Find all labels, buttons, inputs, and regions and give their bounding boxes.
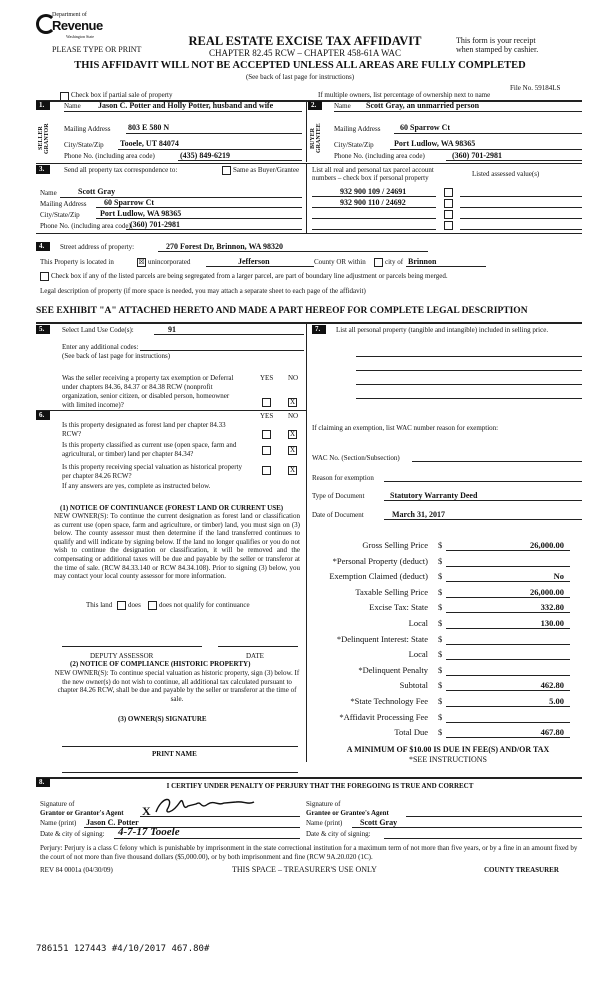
seller-name-label: Name: [64, 102, 81, 110]
multiple-owners-note: If multiple owners, list percentage of ownership next to name: [318, 91, 491, 99]
county-or-within-label: County OR within: [314, 258, 366, 266]
grantor-sig-label-1: Signature of: [40, 800, 75, 808]
grantee-date-label: Date & city of signing:: [306, 830, 371, 838]
treasurer-space-label: THIS SPACE – TREASURER'S USE ONLY: [232, 865, 377, 874]
wac-number-label: WAC No. (Section/Subsection): [312, 454, 400, 462]
document-type: Statutory Warranty Deed: [390, 491, 478, 500]
current-use-question: Is this property classified as current use (open space, farm and agricultural, or timber) land per chapter 84.34?: [62, 441, 237, 458]
city-checkbox[interactable]: [374, 258, 383, 267]
seller-addr-label: Mailing Address: [64, 125, 111, 133]
tax-row-currency: $: [438, 680, 443, 691]
section4-number: 4.: [36, 242, 50, 251]
grantee-name-label: Name (print): [306, 819, 343, 827]
tax-row-label: *Delinquent Interest: State: [336, 633, 428, 644]
additional-codes-note: (See back of last page for instructions): [62, 352, 171, 360]
section8-number: 8.: [36, 778, 50, 787]
buyer-phone-label: Phone No. (including area code): [334, 152, 425, 160]
tax-row-value: 332.80: [540, 602, 564, 613]
seller-city-label: City/State/Zip: [64, 141, 104, 149]
tax-row-currency: $: [438, 727, 443, 738]
tax-row-currency: $: [438, 633, 443, 644]
buyer-city-label: City/State/Zip: [334, 141, 374, 149]
notice-compliance-title: (2) NOTICE OF COMPLIANCE (HISTORIC PROPERTY): [70, 660, 251, 668]
land-does-not-checkbox[interactable]: [148, 601, 157, 610]
certify-statement: I CERTIFY UNDER PENALTY OF PERJURY THAT THE FOREGOING IS TRUE AND CORRECT: [166, 782, 474, 790]
street-address: 270 Forest Dr, Brinnon, WA 98320: [166, 242, 283, 251]
city-of-label: city of: [385, 258, 404, 266]
form-revision: REV 84 0001a (04/30/09): [40, 866, 113, 874]
land-use-code: 91: [168, 325, 176, 334]
notice-continuance-title: (1) NOTICE OF CONTINUANCE (FOREST LAND OR CURRENT USE): [60, 504, 284, 512]
tax-row-currency: $: [438, 618, 443, 628]
tax-row-currency: $: [438, 571, 443, 582]
grantee-sig-label-2: Grantee or Grantee's Agent: [306, 809, 389, 817]
perjury-notice: Perjury: Perjury is a class C felony which is punishable by imprisonment in the state correctional institution for a maximum term of not more than five years, or by a fine in an amount fixed by the court of not more than five thousand dollars ($5,000.00), or by both imprisonment and fine (RCW 9A.20.020 (1C).: [40, 844, 578, 861]
tax-row-value: 5.00: [549, 696, 564, 706]
exemption-no-checkbox[interactable]: X: [289, 398, 296, 406]
tax-row-currency: $: [438, 586, 443, 597]
buyer-side-label: BUYER GRANTEE: [310, 123, 322, 154]
exemption-reason-label: Reason for exemption: [312, 474, 374, 482]
property-city: Brinnon: [408, 257, 437, 266]
buyer-addr-label: Mailing Address: [334, 125, 381, 133]
tax-row-label: Subtotal: [399, 680, 428, 691]
corr-name: Scott Gray: [78, 187, 116, 196]
current-use-yes-checkbox[interactable]: [262, 446, 271, 455]
exemption-yes-checkbox[interactable]: [262, 398, 271, 407]
logo-sub-text: Washington State: [66, 34, 95, 39]
personal-property-label: List all personal property (tangible and intangible) included in selling price.: [336, 326, 549, 334]
unincorporated-label: unincorporated: [148, 258, 191, 266]
print-name-label: PRINT NAME: [152, 750, 197, 758]
document-date-label: Date of Document: [312, 511, 364, 519]
seller-phone-label: Phone No. (including area code): [64, 152, 155, 160]
corr-address: 60 Sparrow Ct: [104, 198, 155, 207]
located-label: This Property is located in: [40, 258, 114, 266]
corr-city: Port Ludlow, WA 98365: [100, 209, 182, 218]
tax-row-label: Exemption Claimed (deduct): [329, 571, 428, 582]
land-qualify-label: This land: [86, 601, 113, 609]
minimum-fee-note: A MINIMUM OF $10.00 IS DUE IN FEE(S) AND/OR TAX: [346, 745, 550, 754]
logo-top-text: Department of: [52, 12, 87, 18]
notice-compliance-body: NEW OWNER(S): To continue special valuation as historic property, sign (3) below. If the new owner(s) do not wish to continue, all additional tax calculated pursuant to chapter 84.26 RCW, shall be due and payable by the seller or transferor at the time of sale.: [54, 669, 300, 703]
forest-land-question: Is this property designated as forest land per chapter 84.33 RCW?: [62, 421, 226, 438]
tax-row-label: *State Technology Fee: [350, 696, 428, 706]
buyer-address: 60 Sparrow Ct: [400, 123, 451, 132]
corr-addr-label: Mailing Address: [40, 200, 87, 208]
tax-row-currency: $: [438, 555, 443, 566]
tax-row-currency: $: [438, 649, 443, 660]
unincorporated-checkbox[interactable]: ☒: [138, 258, 145, 266]
correspondence-label: Send all property tax correspondence to:: [64, 166, 178, 174]
parcel-number-2: 932 900 110 / 24692: [340, 198, 406, 207]
tax-row-value: 462.80: [540, 680, 564, 691]
grantor-signature: [152, 794, 272, 816]
same-as-buyer-checkbox[interactable]: [222, 166, 231, 175]
section5-number: 5.: [36, 325, 50, 334]
street-label: Street address of property:: [60, 243, 135, 251]
grantee-print-name: Scott Gray: [360, 818, 398, 827]
grantor-sig-x: X: [142, 804, 151, 818]
grantor-print-name: Jason C. Potter: [86, 818, 139, 827]
forest-no-checkbox[interactable]: X: [289, 430, 296, 438]
corr-phone-label: Phone No. (including area code): [40, 222, 131, 230]
county-treasurer-label: COUNTY TREASURER: [484, 866, 559, 874]
partial-sale-label: Check box if partial sale of property: [71, 91, 173, 99]
tax-row-value: 26,000.00: [530, 586, 564, 597]
tax-row-label: *Personal Property (deduct): [332, 555, 428, 566]
document-type-label: Type of Document: [312, 492, 365, 500]
segregated-label: Check box if any of the listed parcels are being segregated from a larger parcel, are part of boundary line adjustment or parcels being merged.: [51, 272, 448, 280]
document-date: March 31, 2017: [392, 510, 445, 519]
corr-city-label: City/State/Zip: [40, 211, 80, 219]
land-use-label: Select Land Use Code(s):: [62, 326, 134, 334]
tax-row-label: *Affidavit Processing Fee: [339, 711, 428, 722]
land-does-checkbox[interactable]: [117, 601, 126, 610]
exemption-question: Was the seller receiving a property tax exemption or Deferral under chapters 84.36, 84.37 or 84.38 RCW (nonprofit organization, senior citizen, or disabled person, homeowner with limited income)?: [62, 374, 234, 409]
forest-yes-checkbox[interactable]: [262, 430, 271, 439]
dor-logo: [36, 12, 103, 42]
form-title: REAL ESTATE EXCISE TAX AFFIDAVIT: [188, 34, 422, 48]
tax-row-value: No: [553, 571, 564, 582]
additional-codes-label: Enter any additional codes:: [62, 343, 139, 351]
tax-row-currency: $: [438, 664, 443, 675]
parcel-2-checkbox[interactable]: [444, 199, 453, 208]
buyer-city: Port Ludlow, WA 98365: [394, 139, 476, 148]
tax-row-currency: $: [438, 696, 443, 706]
current-use-no-checkbox[interactable]: X: [289, 446, 296, 454]
assessed-value-label: Listed assessed value(s): [472, 170, 540, 178]
land-use-no-header: NO: [288, 374, 299, 382]
section7-number: 7.: [312, 325, 326, 334]
segregated-checkbox[interactable]: [40, 272, 49, 281]
grantor-sig-label-2: Grantor or Grantor's Agent: [40, 809, 124, 817]
tax-row-value: 467.80: [540, 727, 564, 738]
legal-description-label: Legal description of property (if more space is needed, you may attach a separate sheet to each page of the affidavit): [40, 287, 366, 295]
grantee-sig-label-1: Signature of: [306, 800, 341, 808]
tax-row-label: Local: [408, 649, 428, 660]
owner-signature-label: (3) OWNER(S) SIGNATURE: [118, 715, 207, 723]
tax-row-value: 130.00: [540, 618, 564, 628]
seller-side-label: SELLER GRANTOR: [38, 123, 50, 154]
tax-row-label: Gross Selling Price: [362, 540, 428, 550]
parcel-4-checkbox[interactable]: [444, 221, 453, 230]
corr-name-label: Name: [40, 189, 57, 197]
parcel-3-checkbox[interactable]: [444, 210, 453, 219]
form-chapter: CHAPTER 82.45 RCW – CHAPTER 458-61A WAC: [209, 48, 401, 58]
tax-row-label: Taxable Selling Price: [355, 586, 428, 597]
parcel-label-1: List all real and personal tax parcel account: [312, 166, 434, 174]
parcel-1-checkbox[interactable]: [444, 188, 453, 197]
receipt-line2: when stamped by cashier.: [456, 45, 539, 54]
receipt-stamp: 786151 127443 #4/10/2017 467.80#: [36, 944, 210, 954]
grantor-date-city: 4-7-17 Tooele: [118, 826, 180, 838]
section3-number: 3.: [36, 165, 50, 174]
grantor-date-label: Date & city of signing:: [40, 830, 105, 838]
section1-number: 1.: [36, 101, 50, 110]
see-back-note: (See back of last page for instructions): [245, 73, 355, 81]
county-name: Jefferson: [238, 257, 270, 266]
section2-number: 2.: [308, 101, 322, 110]
warning-banner: THIS AFFIDAVIT WILL NOT BE ACCEPTED UNLESS ALL AREAS ARE FULLY COMPLETED: [74, 60, 526, 71]
answers-yes-note: If any answers are yes, complete as instructed below.: [62, 482, 211, 490]
notice-continuance-body: NEW OWNER(S): To continue the current designation as forest land or classification as current use (open space, farm and agriculture, or timber) land, you must sign on (3) below. The county assessor must then determine if the land transferred continues to qualify and will indicate by signing below. If the land no longer qualifies or you do not wish to continue the designation or classification, it will be removed and the compensating or additional taxes will be due and payable by the seller or transferor at the time of sale. (RCW 84.33.140 or RCW 84.34.108). Prior to signing (3) below, you may contact your local county assessor for more information.: [54, 512, 300, 581]
logo-word: Revenue: [52, 18, 103, 33]
file-number: File No. 59184LS: [510, 84, 561, 92]
tax-row-label: Excise Tax: State: [369, 602, 428, 613]
grantor-name-label: Name (print): [40, 819, 77, 827]
tax-row-currency: $: [438, 602, 443, 613]
historic-question: Is this property receiving special valuation as historical property per chapter 84.26 RCW?: [62, 463, 243, 480]
seller-city: Tooele, UT 84074: [120, 139, 179, 148]
section6-number: 6.: [36, 411, 50, 420]
buyer-name-label: Name: [334, 102, 351, 110]
seller-phone: (435) 849-6219: [180, 151, 230, 160]
assessor-date-label: DATE: [246, 652, 264, 660]
please-type-label: PLEASE TYPE OR PRINT: [52, 45, 142, 54]
exhibit-reference: SEE EXHIBIT "A" ATTACHED HERETO AND MADE A PART HEREOF FOR COMPLETE LEGAL DESCRIPTION: [36, 306, 528, 316]
see-instructions-note: *SEE INSTRUCTIONS: [408, 755, 487, 764]
buyer-name: Scott Gray, an unmarried person: [366, 101, 480, 110]
seller-name: Jason C. Potter and Holly Potter, husband and wife: [98, 101, 274, 110]
tax-row-label: *Delinquent Penalty: [358, 664, 428, 675]
buyer-phone: (360) 701-2981: [452, 151, 502, 160]
land-does-not-label: does not qualify for continuance: [159, 601, 250, 609]
parcel-number-1: 932 900 109 / 24691: [340, 187, 407, 196]
tax-row-currency: $: [438, 711, 443, 722]
same-as-buyer-label: Same as Buyer/Grantee: [233, 166, 300, 174]
historic-no-checkbox[interactable]: X: [289, 466, 296, 474]
seller-address: 803 E 580 N: [128, 123, 170, 132]
historic-yes-checkbox[interactable]: [262, 466, 271, 475]
receipt-line1: This form is your receipt: [456, 36, 536, 45]
parcel-label-2: numbers – check box if personal property: [312, 174, 429, 182]
s6-yes-header: YES: [260, 412, 274, 420]
deputy-assessor-label: DEPUTY ASSESSOR: [90, 652, 154, 660]
tax-row-label: Local: [408, 618, 428, 628]
corr-phone: (360) 701-2981: [130, 220, 180, 229]
s6-no-header: NO: [288, 412, 299, 420]
land-does-label: does: [128, 601, 141, 609]
land-use-yes-header: YES: [260, 374, 274, 382]
tax-row-label: Total Due: [394, 727, 428, 738]
tax-row-value: 26,000.00: [530, 540, 564, 550]
tax-row-currency: $: [438, 540, 443, 550]
exemption-wac-label: If claiming an exemption, list WAC number reason for exemption:: [312, 424, 499, 432]
